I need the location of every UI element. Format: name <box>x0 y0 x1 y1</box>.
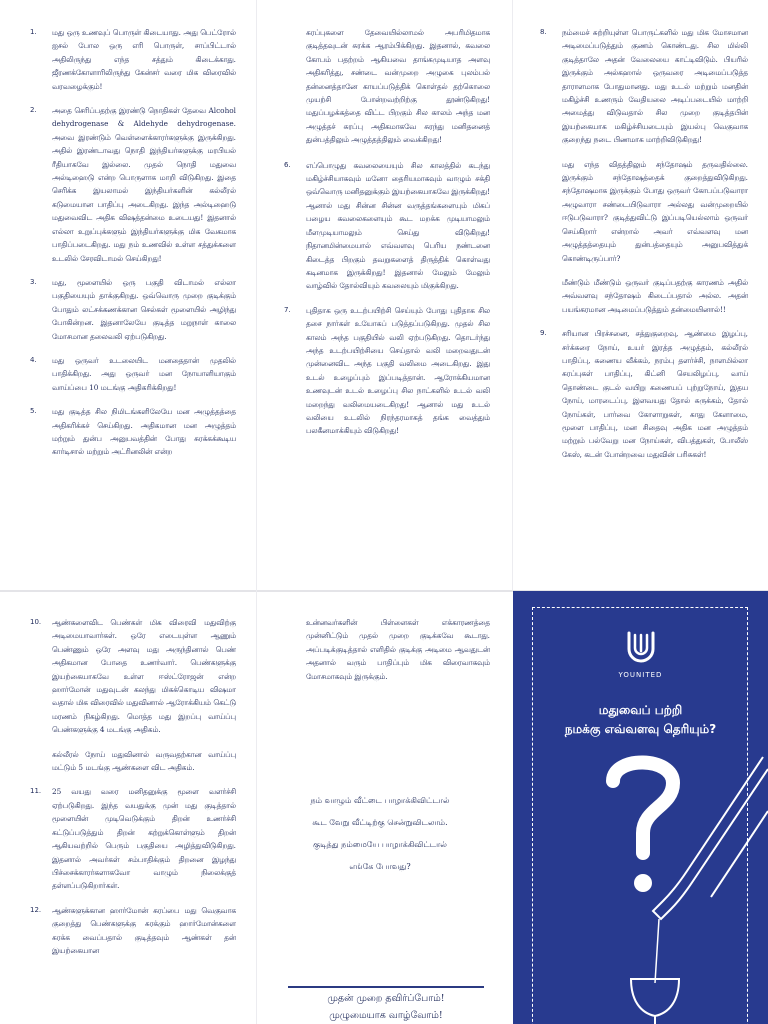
list-item <box>30 904 236 958</box>
panel-4 <box>30 616 236 1024</box>
panel-3 <box>540 26 748 586</box>
quote-line: குடித்து நம்மையே பாழாக்கிவிட்டால் <box>313 840 447 849</box>
item-text: அதை செரிப்பதற்கு இரண்டு நொதிகள் தேவை Alcohol dehydrogenase & Aldehyde dehydrogenase. அவை இரண்டும் வெள்ளைக்காரர்களுக்கு இருக்கிறது. அதில் இரண்டாவது நொதி இந்தியர்களுக்கு மரபியல் ரீதியாகவே இல்லை. முதல் நொதி மதுவை அல்டிஹைடு என்ற பொருளாக மாறி விடுகிறது. இதை செரிக்க இயலாமல் இந்தியர்களின் கல்லீரல் கடுமையான பாதிப்பு அடைகிறது. இந்த அல்டிஹைடு மதுவைவிட அதிக விஷத்தன்மை உடையது! இதனால் எல்லா உறுப்புக்களும் இந்தியர்களுக்கு மிக வேகமாக பாதிப்படைகிறது. மது நம் உணவில் உள்ள சத்துக்களை உடலில் சேரவிடாமல் செய்கிறது! <box>52 106 236 263</box>
panel-1 <box>30 26 236 586</box>
item-number: 2. <box>30 106 37 115</box>
list-item <box>30 26 236 93</box>
list-item <box>284 159 490 293</box>
cover-panel <box>513 591 768 1024</box>
item-text: மது, மூளையில் ஒரு பகுதி விடாமல் எல்லா பகுதியையும் தாக்குகிறது. ஒவ்வொரு முறை குடிக்கும் போதும் லட்சக்கணக்கான செல்கள் மூளையில் அழிந்து போகின்றன. இதனாலேயே குடித்த மறுநாள் காலை மோசமான தலைவலி ஏற்படுகிறது. <box>52 277 236 341</box>
sub-paragraph: மீண்டும் மீண்டும் ஒருவர் குடிப்பதற்கு காரணம் அதில் அவ்வளவு சந்தோஷம் கிடைப்பதால் அல்ல. அதன் பயங்கரமான அடிமைப்படுத்தும் தன்மையினால்!! <box>562 277 748 314</box>
cover-title <box>513 701 768 739</box>
list-item <box>30 616 236 737</box>
quote-line: நம் வாழும் வீட்டை பாழாக்கிவிட்டால் <box>310 796 450 805</box>
slogan <box>280 990 492 1024</box>
item-number: 12. <box>30 905 42 914</box>
item-text: எப்பொழுது கவலையையும் சில காலத்தில் கடந்து மகிழ்ச்சியாகவும் மனோ தைரியமாகவும் வாழும் சக்தி ஒவ்வொரு மனிதனுக்கும் இயற்கையாகவே இருக்கிறது! ஆனால் மது சின்ன சின்ன வருத்தங்களையும் மிகப் பழைய கவலைகளையும் கூட மறக்க முடியாமலும் மீளமுடியாமலும் செய்து விடுகிறது! நிதானமின்மையால் எவ்வளவு பெரிய நண்டனை கிடைத்த பிறகும் தவறுகளைத் திருத்திக் கொள்வது கடினமாக இருக்கிறது! இதனால் மேலும் மேலும் வாழ்வில் தோல்வியும் கவலையும் மிகுக்கிறது. <box>306 160 490 291</box>
continued-text-block <box>284 26 490 147</box>
slogan-line: முழுமையாக வாழ்வோம்! <box>329 1010 443 1021</box>
item-text: சரியான பிரச்சனை, சத்துகுறைவு, ஆண்மை இழப்பு, சர்க்கரை நோய், உயர் இரத்த அழுத்தம், கல்லீரல் பாதிப்பு, கணைய வீக்கம், நரம்பு தளர்ச்சி, நாளமில்லா சுரப்புகள் பாதிப்பு, கிட்னி செயலிழப்பு, வாய் தொண்டை குடல் வயிறு கணையப் புற்றுநோய், இதய நோய், மாரடைப்பு, இளவயது தோல் சுருக்கம், தோல் நோய்கள், பார்வை கோளாறுகள், காது கேளாமை, மூளை பாதிப்பு, மன சிதைவு அதிக மன அழுத்தம் மற்றும் பல்வேறு மன நோய்கள், விபத்துகள், போலீஸ் கேஸ், கடன் போன்றவை மதுவின் பரிசுகள்! <box>562 329 748 459</box>
list-item <box>284 304 490 438</box>
item-text: 25 வயது வரை மனிதனுக்கு மூளை வளர்ச்சி ஏற்படுகிறது. இந்த வயதுக்கு முன் மது குடித்தால் மூளையின் முடிவெடுக்கும் திறன் உணர்ச்சி கட்டுப்படுத்தும் திறன் கற்றுக்கொள்ளும் திறன் ஆகியவற்றில் பெரும் பகுதியை அழித்துவிடுகிறது. இதனால் அவர்கள் சம்பாதிக்கும் திறனை இழந்து பிச்சைக்காரர்களாகவோ வாழும் நிலைக்குத் தள்ளப்படுகிறார்கள். <box>52 787 236 891</box>
list-item <box>30 104 236 265</box>
item-text: நம்மைச் சுற்றியுள்ள பொருட்களில் மது மிக மோசமான அடிமைப்படுத்தும் குணம் கொண்டது. சில மில்லி குடித்தாலே அதன் வேலையை காட்டிவிடும். பியரில் இருக்கும் அல்கஹால் ஒருவரை அடிமைப்படுத்த தாராளமாக போதுமானது. மது உடல் மற்றும் மனதின் மகிழ்ச்சி உணரும் வேதியலை அடிப்படையில் மாற்றி அமைத்து விடுவதால் சில முறை குடித்தபின் இயற்கையாக மகிழ்ச்சியடையும் இயல்பு வெகுவாக குறைந்து நடை பிணமாக மாற்றிவிடுகிறது! <box>562 28 748 145</box>
item-number: 7. <box>284 305 291 314</box>
item-text: மது குடித்த சில நிமிடங்களிலேயே மன அழுத்தத்தை அதிகரிக்கச் செய்கிறது. அதிகமான மன அழுத்தம் மற்றும் துன்ப அனுபவத்தின் போது சுரக்கக்கூடிய கார்டிசால் மற்றும் அட்ரினலின் என்ற <box>52 407 236 457</box>
slogan-divider <box>288 986 484 988</box>
item-text: மது ஒரு உணவுப் பொருள் கிடையாது. அது பெட்ரோல் ஐசல் போல ஒரு எரி பொருள், சாப்பிட்டால் அதிலிருந்து எந்த சத்தும் கிடைக்காது. ஜீரணக்கோளாரிலிருந்து கேன்சர் வரை மிக விரைவில் வரவழைக்கும்! <box>52 28 236 91</box>
item-number: 4. <box>30 355 37 364</box>
item-text: புதிதாக ஒரு உடற்பயிற்சி செய்யும் போது புதிதாக சில தசை நார்கள் உயோகப் படுத்தப்படுகிறது. முதல் சில காலம் அந்த பகுதியில் வலி ஏற்படுகிறது. தொடர்ந்து அந்த உடற்பயிற்சியை செய்தால் வலி மறைவதுடன் முன்னைவிட அந்த பகுதி வலிமை அடைகிறது. இது உடல் உழைப்பும் இப்படித்தான். ஆரோக்கியமான உணவுடன் உடல் உழைப்பு சில நாட்களில் உடல் வலி மறைந்து வலிமையடைகிறது! ஆனால் மது உடல் வலியை உடலில் நிரந்தரமாகத் தங்க வைத்தும் பலகீனமாக்கியும் விடுகிறது! <box>306 305 490 436</box>
item-text: மது ஒருவர் உடலையிட மனதைதான் முதலில் பாதிக்கிறது. அது ஒருவர் மன நோயாளியாகும் வாய்ப்பை 10 மடங்கு அதிகரிக்கிறது! <box>52 355 236 392</box>
question-mark-bottle-glass-icon <box>543 751 768 1024</box>
brand-name: YOUNITED <box>618 671 663 679</box>
item-number: 11. <box>30 787 42 796</box>
panel-2 <box>284 26 490 586</box>
item-number: 1. <box>30 28 37 36</box>
cover-title-line: மதுவைப் பற்றி <box>598 703 683 717</box>
quote-line: கூட வேறு வீட்டிற்கு சென்றுவிடலாம். <box>312 818 448 827</box>
item-text: ஆண்களைவிட பெண்கள் மிக விரைவி மதுவிற்கு அடிமையாவார்கள். ஒரே எடையுள்ள ஆணும் பெண்ணும் ஒரே அளவு மது அருந்தினால் பெண் அதிகமான போதை உணர்வார். பெண்களுக்கு இயற்கையாகவே உள்ள ஈஸ்ட்ரோஜன் என்ற ஹார்மோன் மதுவுடன் கலந்து மிகக்கொடிய விஷமா வதால் மிக விரைவில் மதுவினால் ஆரோக்கியம் கெட்டு மரணம் நிகழ்கிறது. மொத்த மது இறப்பு வாய்ப்பு பெண்களுக்கு 4 மடங்கு அதிகம். <box>52 618 236 735</box>
vertical-fold-line-right <box>512 0 513 590</box>
vertical-fold-line-left <box>256 0 257 1024</box>
item-number: 6. <box>284 160 291 169</box>
list-item <box>30 785 236 892</box>
list-item <box>540 327 748 461</box>
closing-quote <box>280 790 480 878</box>
list-item <box>30 354 236 394</box>
slogan-line: முதன் முறை தவிர்ப்போம்! <box>327 993 445 1004</box>
sub-paragraph: கல்லீரல் நோய் மதுவினால் வருவதற்கான வாய்ப்பு மட்டும் 5 மடங்கு ஆண்களை விட அதிகம். <box>52 749 236 773</box>
sub-paragraph: மது எந்த விதத்திலும் சந்தோஷம் தருவதில்லை. இருக்கும் சந்தோஷத்தைக் குறைத்துவிடுகிறது. சந்தோஷமாக இருக்கும் போது ஒருவர் கோபப்படுவாரா அழுவாரா சண்டையிடுவாரா அல்லது வன்முறையில் ஈடுபடுவாரா? குடித்துவிட்டு இப்படியெல்லாம் ஒருவர் செய்கிறார் என்றால் அவர் எவ்வளவு மன அழுத்தத்தையும் துன்பத்தையும் அனுபவித்துக் கொண்டிருப்பார்? <box>562 159 748 263</box>
younited-logo-icon <box>621 627 661 667</box>
item-number: 8. <box>540 28 547 36</box>
item-text: ஆண்களுக்கான ஹார்மோன் சுரப்பை மது வெகுவாக குறைத்து பெண்களுக்கு சுரக்கும் ஹார்மோன்களை சுரக்க வைப்பதால் குடித்தவும் ஆண்கள் தன் இயற்கையான <box>52 905 236 955</box>
quote-line: எங்கே போவது? <box>349 862 411 871</box>
item-number: 5. <box>30 407 37 416</box>
list-item <box>30 405 236 459</box>
list-item <box>30 276 236 343</box>
list-item <box>540 26 748 147</box>
item-number: 3. <box>30 277 37 286</box>
continued-paragraph: உன்னவர்களின் பிள்ளைகள் எக்காரணத்தை முன்னிட்டும் முதல் முறை குடிக்கவே கூடாது. அப்படிக்குடித்தால் எளிதில் குடிக்கு அடிமை ஆவதுடன் அதனால் வரும் பாதிப்பும் மிக விரைவாகவும் மோசமாகவும் இருக்கும். <box>306 618 490 681</box>
item-number: 9. <box>540 329 547 338</box>
continued-paragraph: சுரப்புகளை தேவையில்லாமல் அபரிமிதமாக குடித்தவுடன் சுரக்க ஆரம்பிக்கிறது. இதனால், கவலை கோபம் பதற்றம் ஆகியவை தாங்கமுடியாத அளவு அதிகரித்து, சண்டை வன்முறை அழுகை புலம்பல் தன்னைத்தானே காயப்படுத்திக் கொள்தல் தற்கொலை முயற்சி போன்றவற்றிற்கு தூண்டுகிறது! மதுப்பழக்கத்தை விட்ட பிறகும் சில காலம் அந்த மன அழுத்தச் சுரப்பு அதிகமாகவே சுரந்து மனிதனைத் துன்பத்திலும் அழுத்தத்திலும் வைக்கிறது! <box>306 28 490 145</box>
item-number: 10. <box>30 618 42 626</box>
cover-title-line: நமக்கு எவ்வளவு தெரியும்? <box>564 722 717 736</box>
